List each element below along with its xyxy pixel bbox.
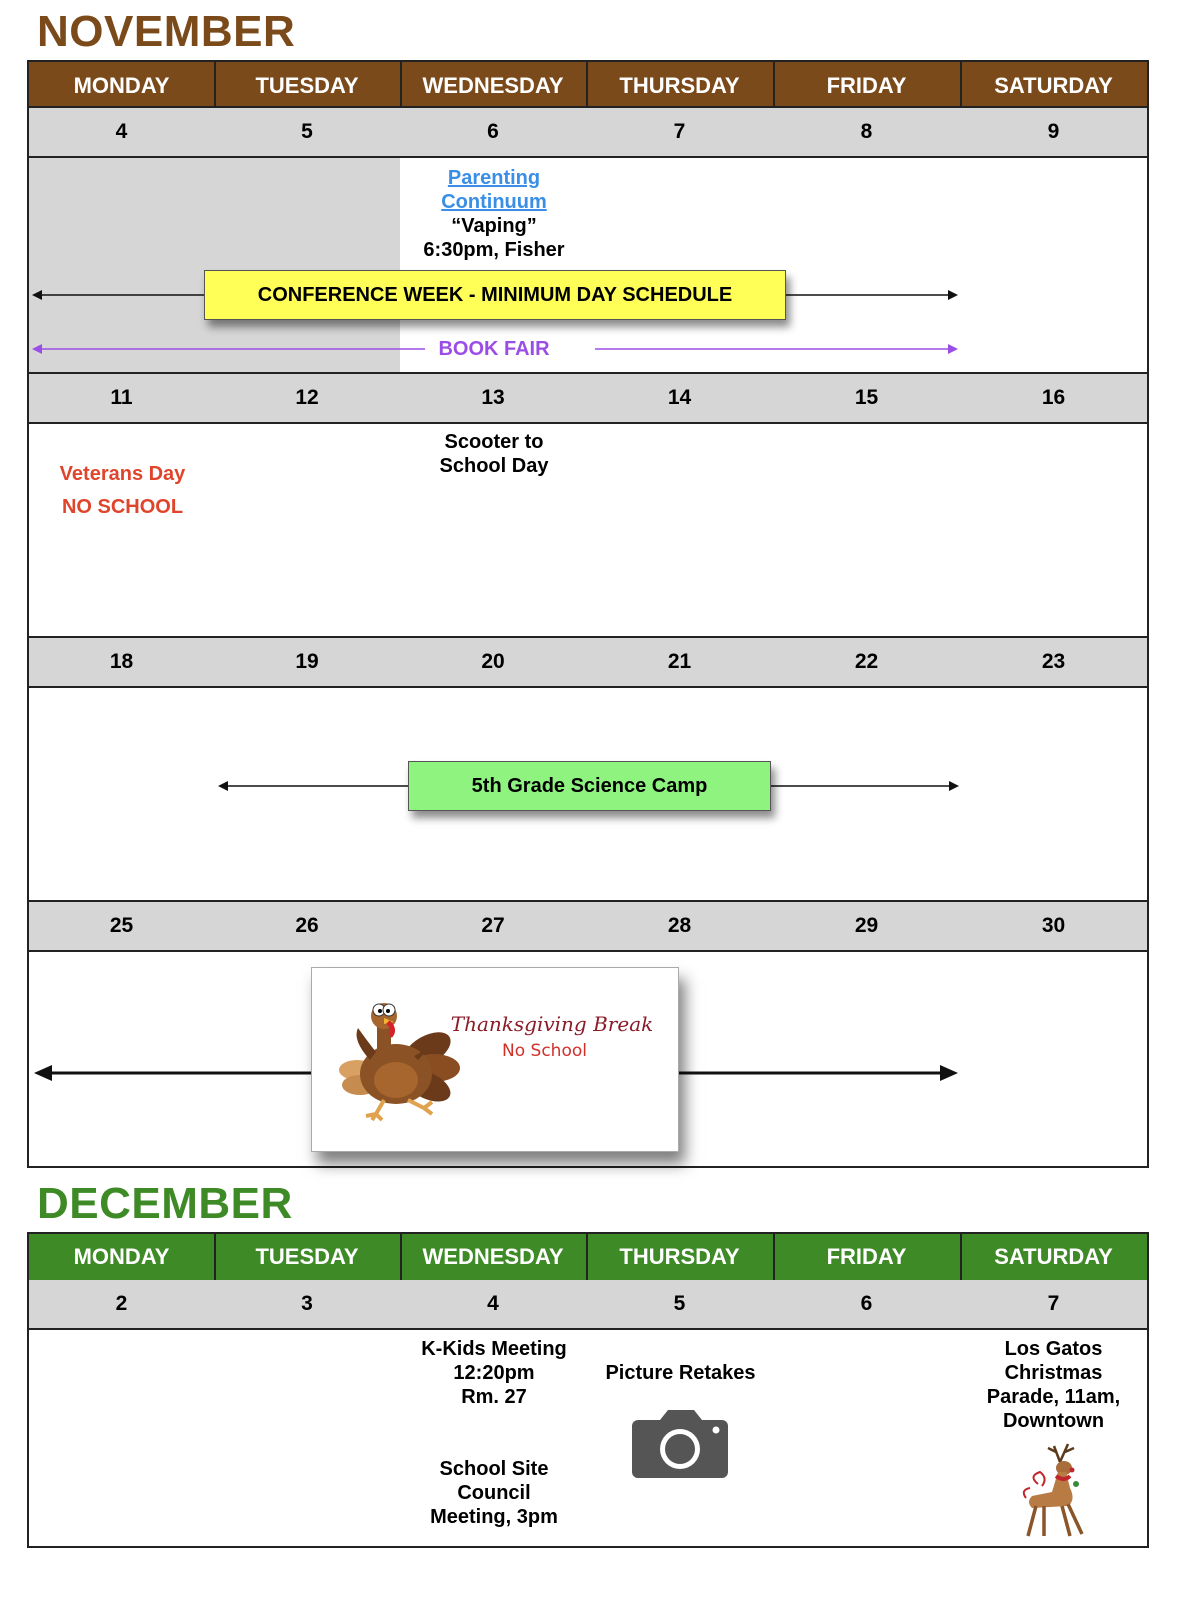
date-nov-13: 13 bbox=[400, 374, 588, 422]
dec-header-tuesday: TUESDAY bbox=[214, 1234, 402, 1280]
parenting-link-line2: Continuum bbox=[441, 191, 547, 213]
no-school-label: NO SCHOOL bbox=[61, 496, 184, 518]
scooter-day-event bbox=[400, 430, 588, 478]
date-nov-18: 18 bbox=[29, 638, 216, 686]
date-nov-16: 16 bbox=[960, 374, 1147, 422]
thanksgiving-subtitle: No School bbox=[502, 1041, 587, 1061]
nov-header-monday: MONDAY bbox=[29, 62, 216, 110]
parade-line1: Los Gatos bbox=[1004, 1338, 1103, 1360]
cell-nov-15 bbox=[773, 424, 962, 638]
scooter-line2: School Day bbox=[439, 455, 549, 477]
date-nov-5: 5 bbox=[214, 108, 402, 156]
nov-header-wednesday: WEDNESDAY bbox=[400, 62, 588, 110]
conference-week-banner: CONFERENCE WEEK - MINIMUM DAY SCHEDULE bbox=[204, 270, 786, 320]
dec-header-monday: MONDAY bbox=[29, 1234, 216, 1280]
date-nov-12: 12 bbox=[214, 374, 402, 422]
date-nov-26: 26 bbox=[214, 902, 402, 950]
parade-line3: Parade, 11am, bbox=[986, 1386, 1121, 1408]
cell-nov-16 bbox=[960, 424, 1147, 638]
parenting-continuum-event bbox=[400, 166, 588, 262]
christmas-parade-event bbox=[960, 1337, 1147, 1433]
nov-header-friday: FRIDAY bbox=[773, 62, 962, 110]
date-dec-7: 7 bbox=[960, 1280, 1147, 1328]
parade-line4: Downtown bbox=[1002, 1410, 1105, 1432]
cell-nov-9 bbox=[960, 158, 1147, 374]
date-nov-15: 15 bbox=[773, 374, 962, 422]
school-site-council-event bbox=[400, 1457, 588, 1529]
nov-header-tuesday: TUESDAY bbox=[214, 62, 402, 110]
kkids-line3: Rm. 27 bbox=[461, 1386, 527, 1408]
date-nov-6: 6 bbox=[400, 108, 588, 156]
dec-header-friday: FRIDAY bbox=[773, 1234, 962, 1280]
thanksgiving-title: Thanksgiving Break bbox=[450, 1012, 654, 1036]
date-nov-4: 4 bbox=[29, 108, 216, 156]
kkids-meeting-event bbox=[400, 1337, 588, 1409]
date-nov-28: 28 bbox=[586, 902, 775, 950]
date-nov-20: 20 bbox=[400, 638, 588, 686]
date-dec-5: 5 bbox=[586, 1280, 775, 1328]
camera-icon bbox=[632, 1410, 728, 1478]
nov-header-thursday: THURSDAY bbox=[586, 62, 775, 110]
parade-line2: Christmas bbox=[1004, 1362, 1103, 1384]
parenting-time: 6:30pm, Fisher bbox=[423, 239, 565, 261]
council-line2: Council bbox=[457, 1482, 531, 1504]
date-nov-23: 23 bbox=[960, 638, 1147, 686]
book-fair-label: BOOK FAIR bbox=[438, 338, 550, 360]
cell-nov-18 bbox=[29, 688, 216, 902]
date-nov-21: 21 bbox=[586, 638, 775, 686]
cell-nov-14 bbox=[586, 424, 775, 638]
cell-nov-12 bbox=[214, 424, 402, 638]
kkids-line1: K-Kids Meeting bbox=[421, 1338, 567, 1360]
parenting-continuum-link[interactable] bbox=[441, 167, 547, 213]
council-line1: School Site bbox=[439, 1458, 549, 1480]
council-line3: Meeting, 3pm bbox=[430, 1506, 558, 1528]
date-nov-30: 30 bbox=[960, 902, 1147, 950]
december-title: DECEMBER bbox=[37, 1179, 293, 1228]
date-nov-27: 27 bbox=[400, 902, 588, 950]
dec-header-saturday: SATURDAY bbox=[994, 1244, 1113, 1269]
date-nov-9: 9 bbox=[960, 108, 1147, 156]
picture-retakes-label: Picture Retakes bbox=[605, 1362, 756, 1384]
november-title: NOVEMBER bbox=[37, 7, 296, 56]
veterans-day-event bbox=[29, 458, 216, 524]
date-nov-25: 25 bbox=[29, 902, 216, 950]
date-dec-4: 4 bbox=[400, 1280, 588, 1328]
date-nov-11: 11 bbox=[29, 374, 216, 422]
nov-header-saturday: SATURDAY bbox=[994, 73, 1113, 98]
thanksgiving-card bbox=[311, 967, 679, 1152]
date-nov-19: 19 bbox=[214, 638, 402, 686]
date-dec-3: 3 bbox=[214, 1280, 402, 1328]
veterans-day-label: Veterans Day bbox=[59, 463, 186, 485]
parenting-link-line1: Parenting bbox=[447, 167, 541, 189]
dec-header-wednesday: WEDNESDAY bbox=[400, 1234, 588, 1280]
dec-header-thursday: THURSDAY bbox=[586, 1234, 775, 1280]
scooter-line1: Scooter to bbox=[444, 431, 544, 453]
cell-nov-11 bbox=[29, 424, 216, 638]
date-nov-8: 8 bbox=[773, 108, 962, 156]
cell-dec-6 bbox=[773, 1330, 962, 1546]
cell-nov-30 bbox=[960, 952, 1147, 1166]
kkids-line2: 12:20pm bbox=[453, 1362, 535, 1384]
date-dec-2: 2 bbox=[29, 1280, 216, 1328]
cell-nov-25 bbox=[29, 952, 216, 1166]
parenting-topic: “Vaping” bbox=[451, 215, 537, 237]
cell-dec-2 bbox=[29, 1330, 216, 1546]
date-nov-14: 14 bbox=[586, 374, 775, 422]
science-camp-banner: 5th Grade Science Camp bbox=[408, 761, 771, 811]
date-nov-22: 22 bbox=[773, 638, 962, 686]
date-dec-6: 6 bbox=[773, 1280, 962, 1328]
cell-dec-3 bbox=[214, 1330, 402, 1546]
date-nov-7: 7 bbox=[586, 108, 775, 156]
reindeer-icon bbox=[1018, 1440, 1092, 1540]
cell-nov-29 bbox=[773, 952, 962, 1166]
date-nov-29: 29 bbox=[773, 902, 962, 950]
cell-nov-23 bbox=[960, 688, 1147, 902]
